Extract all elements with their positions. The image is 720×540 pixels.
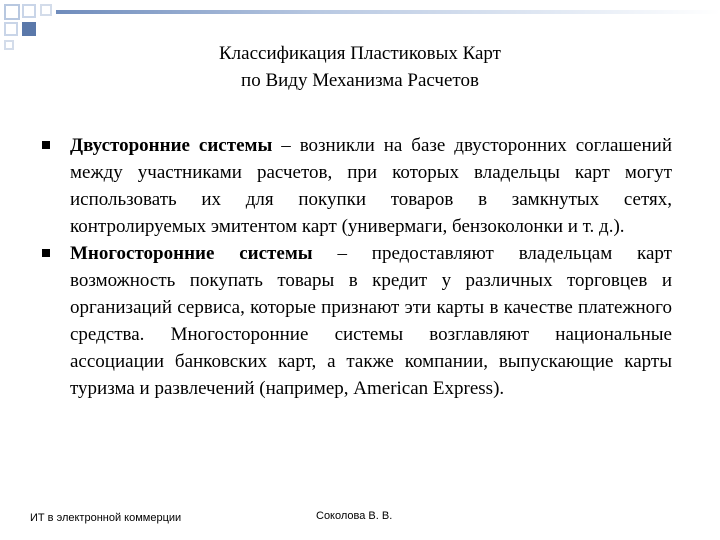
slide-title <box>120 40 600 94</box>
decor-square-icon <box>40 4 52 16</box>
bullet-text: – предоставляют владельцам карт возможность покупать товары в кредит у различных торговцев и организаций сервиса, которые признают эти карты в качестве платежного средства. Многосторонние системы возглавляют национальные ассоциации банковских карт, а также компании, выпускающие карты туризма и развлечений (например, American Express). <box>70 243 672 399</box>
bullet-list <box>40 132 672 402</box>
decor-square-icon <box>4 22 18 36</box>
bullet-square-icon <box>42 249 50 257</box>
decor-square-icon <box>22 4 36 18</box>
footer-course: ИТ в электронной коммерции <box>30 512 182 524</box>
bullet-term: Многосторонние системы <box>70 243 313 264</box>
slide-title-line-1: Классификация Пластиковых Карт <box>218 43 501 64</box>
bullet-item <box>40 132 672 240</box>
bullet-term: Двусторонние системы <box>70 135 273 156</box>
decor-square-icon <box>4 40 14 50</box>
bullet-item <box>40 240 672 402</box>
decor-square-icon <box>4 4 20 20</box>
bullet-text: – возникли на базе двусторонних соглашений между участниками расчетов, при которых владельцы карт могут использовать их для покупки товаров в замкнутых сетях, контролируемых эмитентом карт (универмаги, бензоколонки и т. д.). <box>70 135 672 237</box>
slide-title-line-2: по Виду Механизма Расчетов <box>241 70 479 91</box>
bullet-square-icon <box>42 141 50 149</box>
decor-square-icon <box>22 22 36 36</box>
header-decor-bar <box>56 10 720 14</box>
footer-author: Соколова В. В. <box>316 510 393 522</box>
